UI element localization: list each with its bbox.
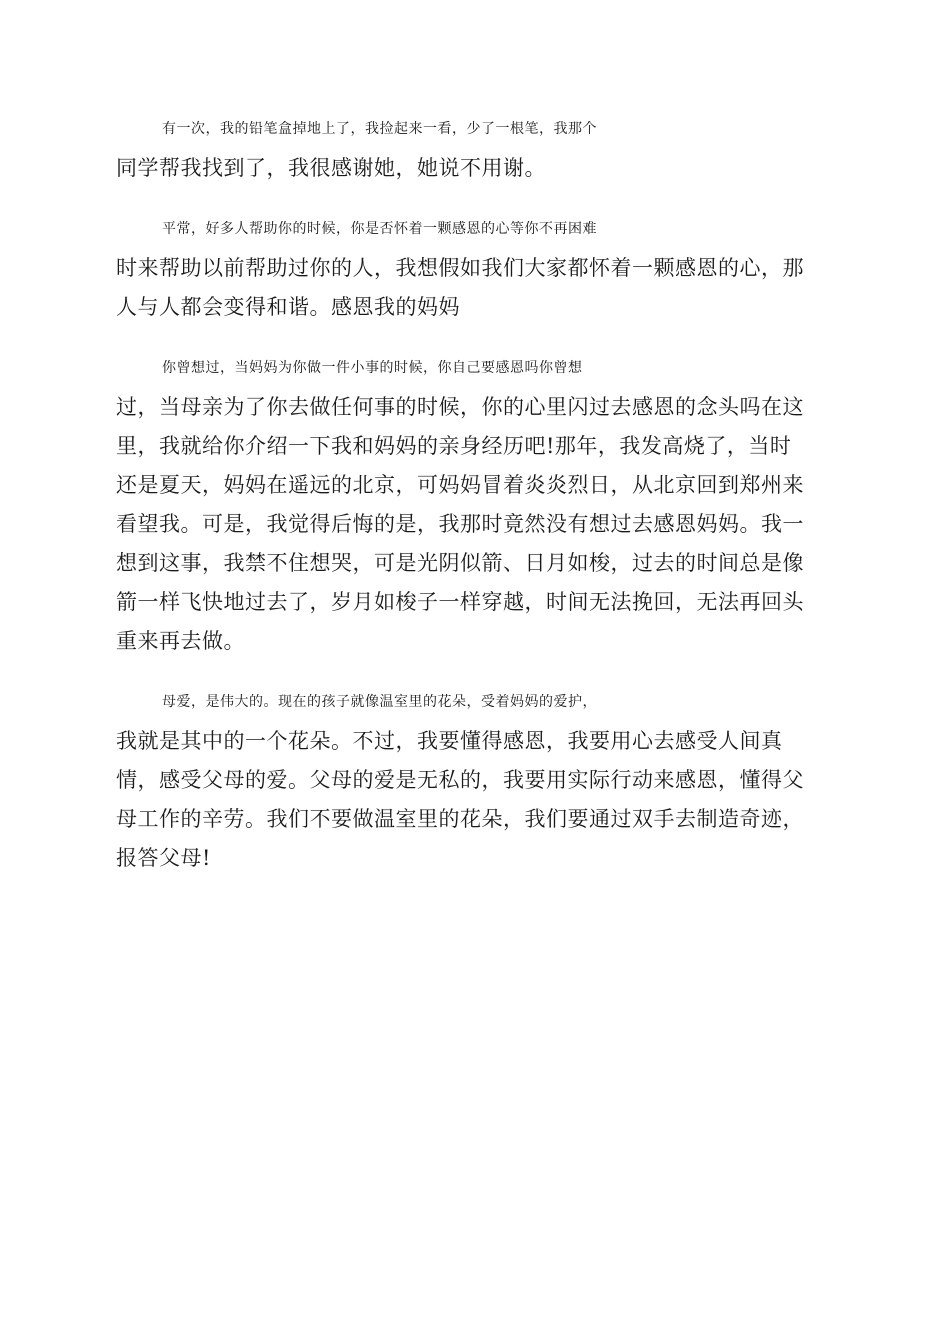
paragraph-line: 重来再去做。 (116, 629, 245, 653)
document-body (116, 110, 836, 900)
paragraph-line: 母爱，是伟大的。现在的孩子就像温室里的花朵，受着妈妈的爱护， (162, 694, 597, 710)
paragraph-3 (116, 349, 836, 661)
paragraph-line: 人与人都会变得和谐。感恩我的妈妈 (116, 295, 460, 319)
paragraph-1 (116, 110, 836, 188)
paragraph-line: 平常，好多人帮助你的时候，你是否怀着一颗感恩的心等你不再困难 (162, 221, 597, 237)
paragraph-line: 同学帮我找到了，我很感谢她，她说不用谢。 (116, 156, 546, 180)
paragraph-line: 有一次，我的铅笔盒掉地上了，我捡起来一看，少了一根笔，我那个 (162, 121, 597, 137)
paragraph-line: 我就是其中的一个花朵。不过，我要懂得感恩，我要用心去感受人间真 (116, 729, 783, 753)
paragraph-line: 报答父母! (116, 846, 211, 870)
paragraph-line: 看望我。可是，我觉得后悔的是，我那时竟然没有想过去感恩妈妈。我一 (116, 512, 804, 536)
paragraph-2 (116, 210, 836, 327)
paragraph-line: 想到这事，我禁不住想哭，可是光阴似箭、日月如梭，过去的时间总是像 (116, 551, 804, 575)
paragraph-line: 你曾想过，当妈妈为你做一件小事的时候，你自己要感恩吗你曾想 (162, 360, 583, 376)
paragraph-line: 时来帮助以前帮助过你的人，我想假如我们大家都怀着一颗感恩的心，那 (116, 256, 804, 280)
paragraph-line: 情，感受父母的爱。父母的爱是无私的，我要用实际行动来感恩，懂得父 (116, 768, 804, 792)
paragraph-line: 过，当母亲为了你去做任何事的时候，你的心里闪过去感恩的念头吗在这 (116, 395, 804, 419)
paragraph-line: 里，我就给你介绍一下我和妈妈的亲身经历吧!那年，我发高烧了，当时 (116, 434, 792, 458)
paragraph-4 (116, 683, 836, 878)
paragraph-line: 箭一样飞快地过去了，岁月如梭子一样穿越，时间无法挽回，无法再回头 (116, 590, 804, 614)
paragraph-line: 还是夏天，妈妈在遥远的北京，可妈妈冒着炎炎烈日，从北京回到郑州来 (116, 473, 804, 497)
paragraph-line: 母工作的辛劳。我们不要做温室里的花朵，我们要通过双手去制造奇迹， (116, 807, 804, 831)
